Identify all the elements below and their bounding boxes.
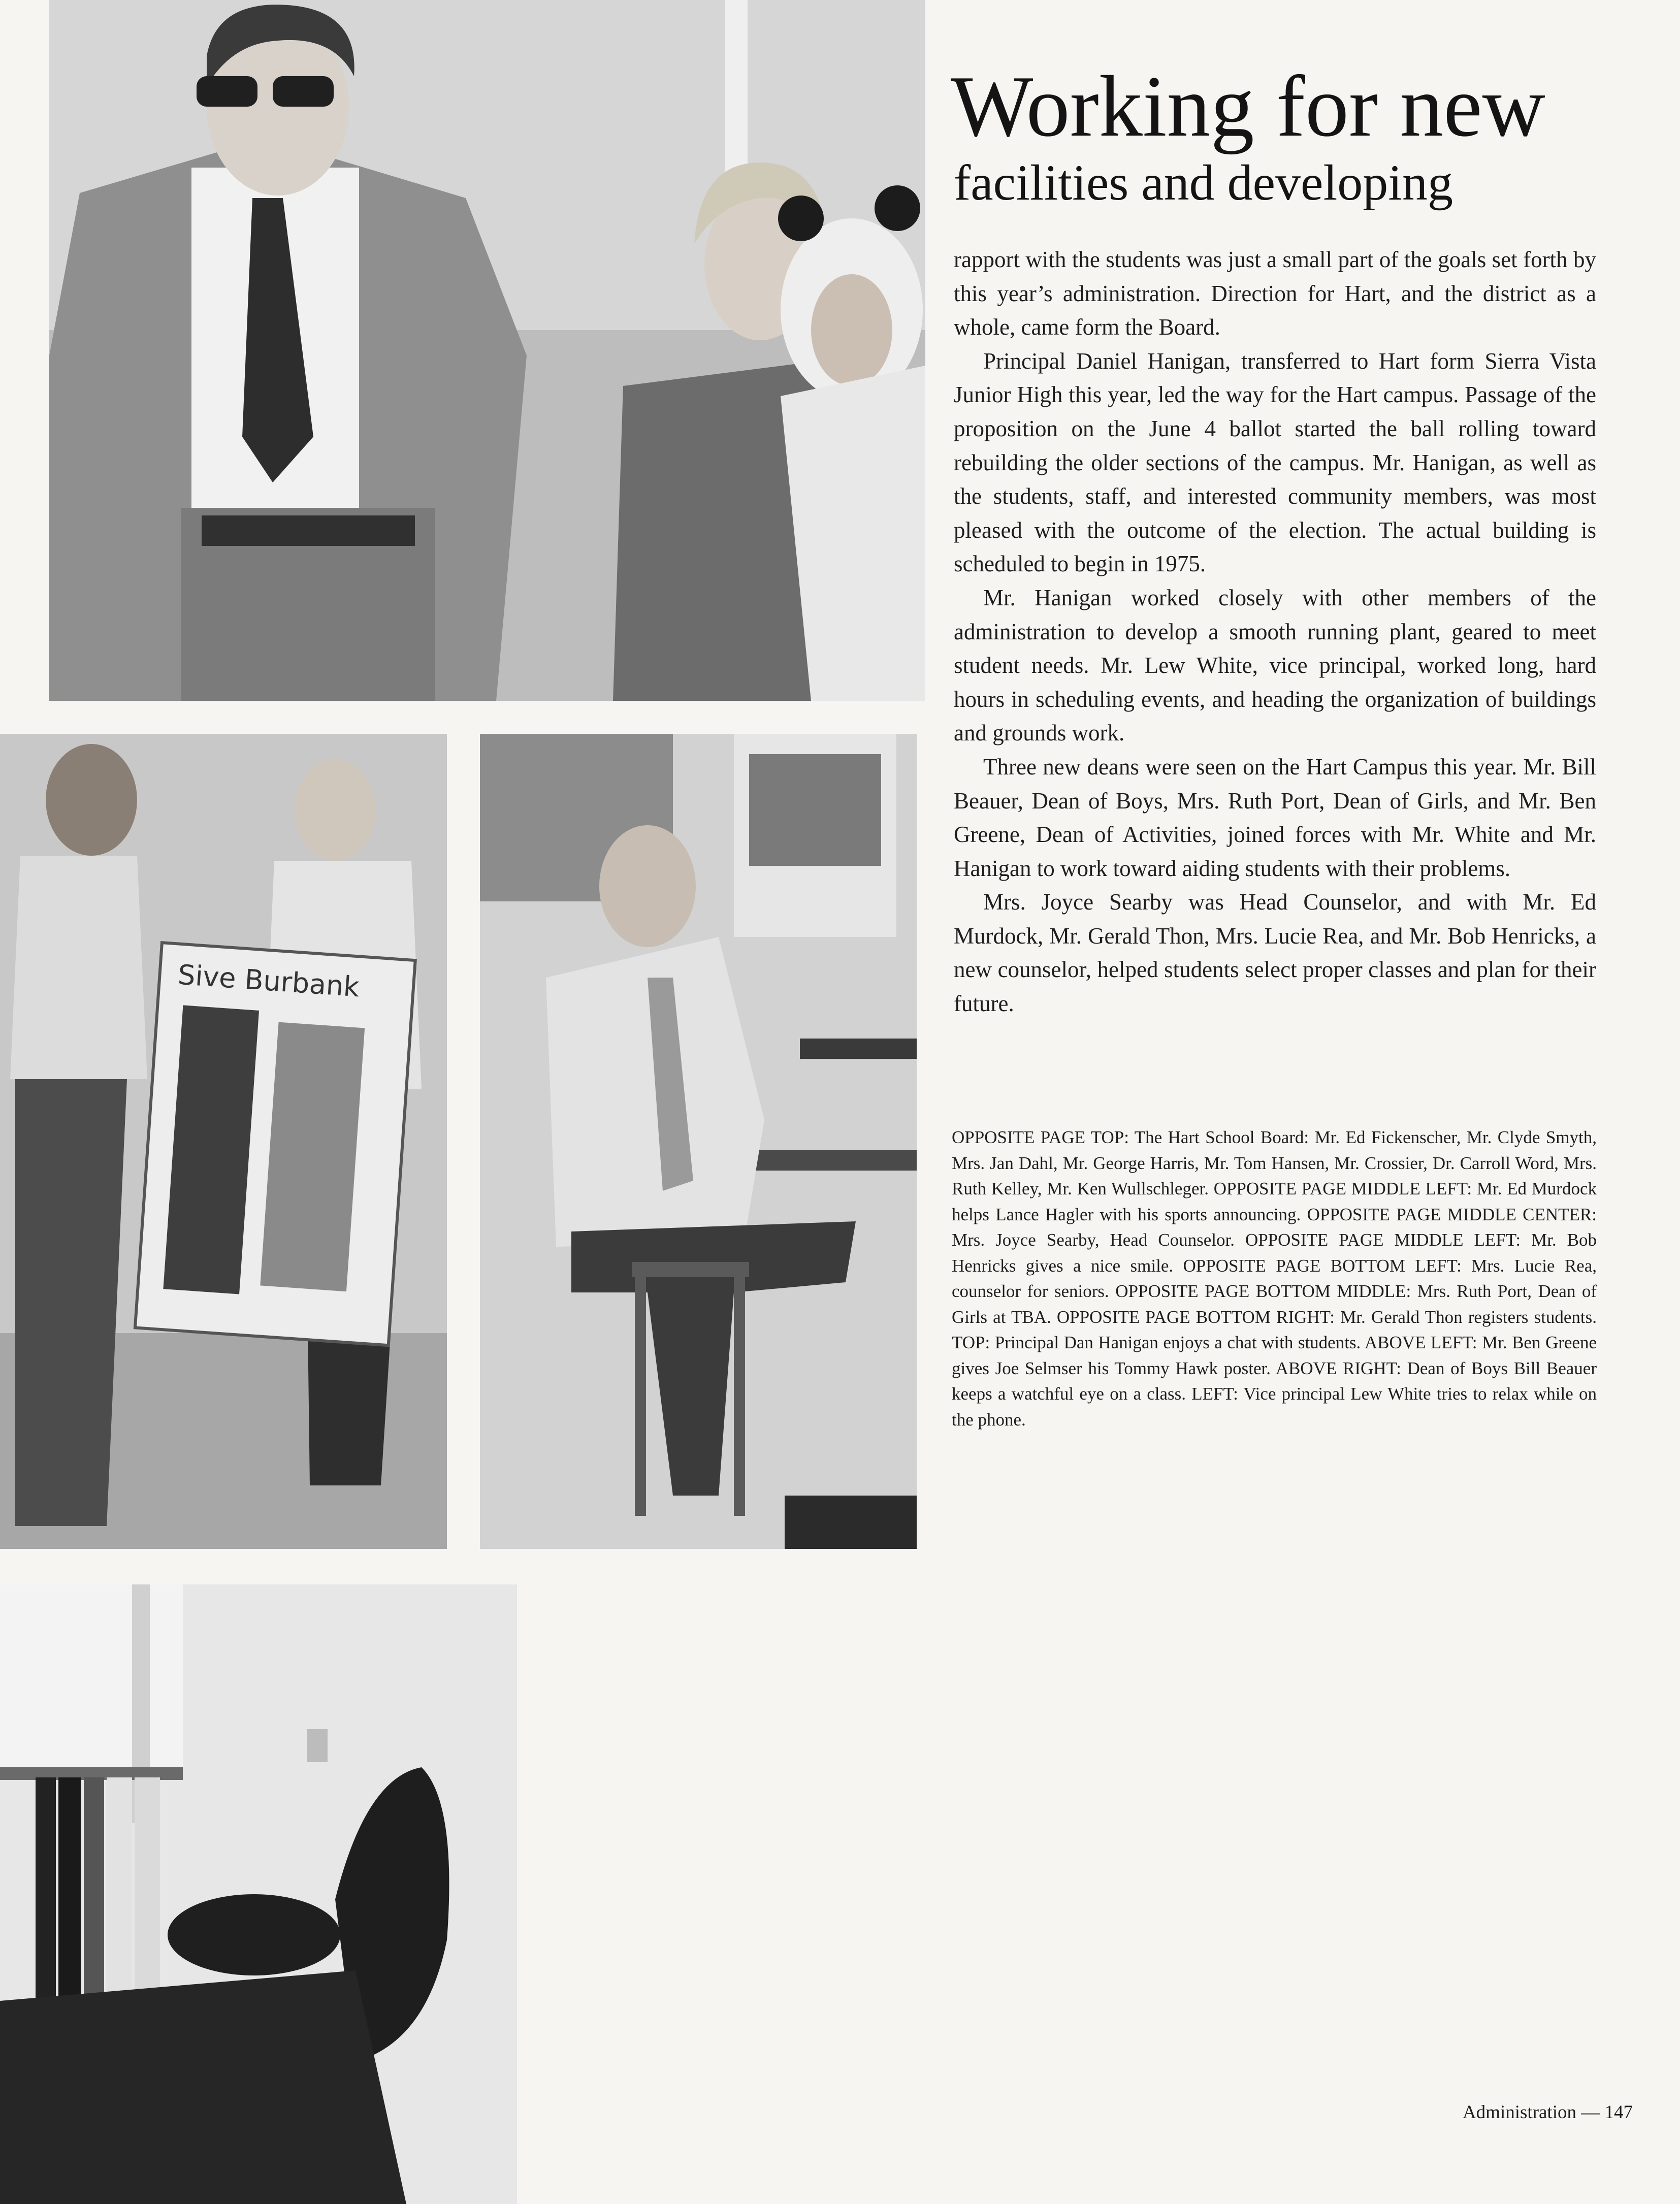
body-paragraph: rapport with the students was just a small part of the goals set forth by this year’s administration. Direction for Hart, and the district as a whole, came form the Board. bbox=[954, 247, 1596, 340]
headline-line-2: facilities and developing bbox=[954, 154, 1453, 211]
photo-principal-with-students-art bbox=[49, 0, 925, 701]
photo-tommy-hawk-poster-art bbox=[0, 734, 447, 1549]
page-folio: Administration — 147 bbox=[1462, 2102, 1633, 2123]
photo-dean-seated bbox=[480, 734, 917, 1549]
body-paragraph: Principal Daniel Hanigan, transferred to Hart form Sierra Vista Junior High this year, led the way for the Hart campus. Passage of the proposition on the June 4 ballot started the ball rolling toward rebuilding the older sections of the campus. Mr. Hanigan, as well as the students, staff, and interested community members, was most pleased with the outcome of the election. The actual building is scheduled to begin in 1975. bbox=[954, 348, 1596, 577]
body-paragraph: Mrs. Joyce Searby was Head Counselor, and with Mr. Ed Murdock, Mr. Gerald Thon, Mrs. Lucie Rea, and Mr. Bob Henricks, a new counselor, helped students select proper classes and plan for their future. bbox=[954, 889, 1596, 1017]
photo-principal-with-students bbox=[49, 0, 925, 701]
body-paragraph: Mr. Hanigan worked closely with other members of the administration to develop a smooth running plant, geared to meet student needs. Mr. Lew White, vice principal, worked long, hard hours in scheduling events, and heading the organization of buildings and grounds work. bbox=[954, 585, 1596, 746]
body-copy bbox=[954, 243, 1596, 1021]
headline-line-1: Working for new bbox=[951, 58, 1545, 155]
photo-vice-principal-relaxing-art bbox=[0, 1584, 517, 2204]
poster-lettering: Sive Burbank bbox=[177, 958, 361, 1003]
body-paragraph: Three new deans were seen on the Hart Campus this year. Mr. Bill Beauer, Dean of Boys, Mrs. Ruth Port, Dean of Girls, and Mr. Ben Greene, Dean of Activities, joined forces with Mr. White and Mr. Hanigan to work toward aiding students with their problems. bbox=[954, 754, 1596, 881]
photo-captions: OPPOSITE PAGE TOP: The Hart School Board: Mr. Ed Fickenscher, Mr. Clyde Smyth, Mrs. Jan Dahl, Mr. George Harris, Mr. Tom Hansen, Mr. Crossier, Dr. Carroll Word, Mrs. Ruth Kelley, Mr. Ken Wullschleger. OPPOSITE PAGE MIDDLE LEFT: Mr. Ed Murdock helps Lance Hagler with his sports announcing. OPPOSITE PAGE MIDDLE CENTER: Mrs. Joyce Searby, Head Counselor. OPPOSITE PAGE MIDDLE LEFT: Mr. Bob Henricks gives a nice smile. OPPOSITE PAGE BOTTOM LEFT: Mrs. Lucie Rea, counselor for seniors. OPPOSITE PAGE BOTTOM MIDDLE: Mrs. Ruth Port, Dean of Girls at TBA. OPPOSITE PAGE BOTTOM RIGHT: Mr. Gerald Thon registers students. TOP: Principal Dan Hanigan enjoys a chat with students. ABOVE LEFT: Mr. Ben Greene gives Joe Selmser his Tommy Hawk poster. ABOVE RIGHT: Dean of Boys Bill Beauer keeps a watchful eye on a class. LEFT: Vice principal Lew White tries to relax while on the phone. bbox=[952, 1127, 1597, 1430]
photo-vice-principal-relaxing bbox=[0, 1584, 517, 2204]
photo-dean-seated-art bbox=[480, 734, 917, 1549]
photo-tommy-hawk-poster bbox=[0, 734, 447, 1549]
